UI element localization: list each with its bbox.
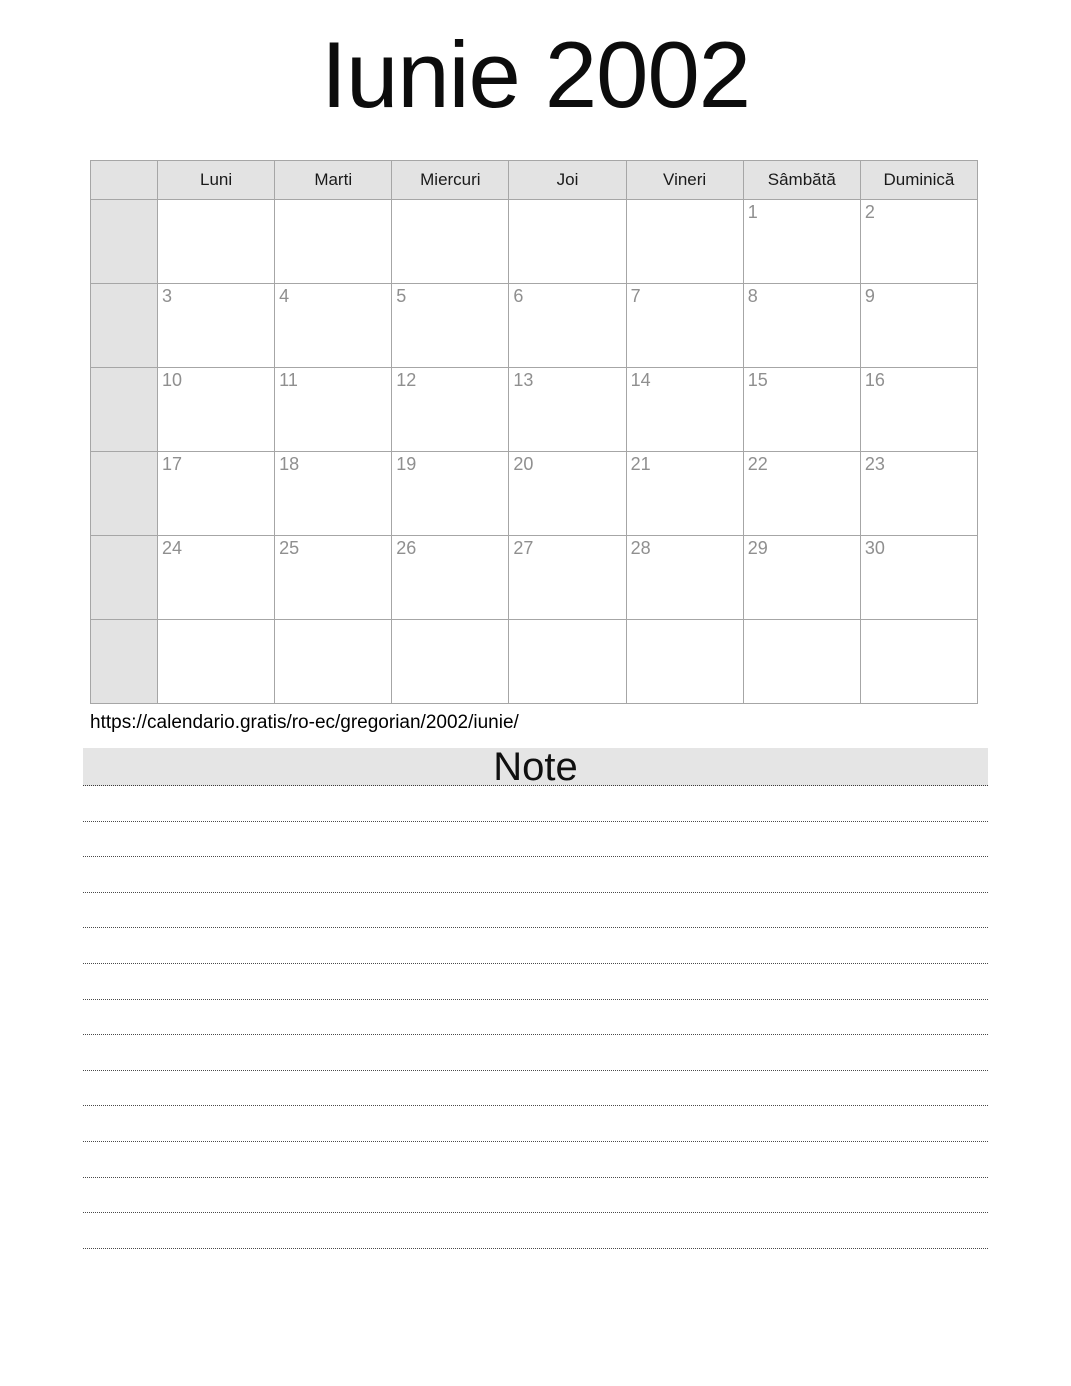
day-cell: 27 <box>509 536 626 620</box>
weekday-header-tuesday: Marti <box>275 161 392 200</box>
note-line <box>83 1142 988 1178</box>
weekday-header-wednesday: Miercuri <box>392 161 509 200</box>
day-cell: 19 <box>392 452 509 536</box>
note-line <box>83 928 988 964</box>
day-cell: 6 <box>509 284 626 368</box>
note-lines <box>83 786 988 1249</box>
note-line <box>83 822 988 858</box>
day-cell: 8 <box>743 284 860 368</box>
note-line <box>83 1106 988 1142</box>
day-cell: 21 <box>626 452 743 536</box>
day-cell: 29 <box>743 536 860 620</box>
week-number-cell <box>91 620 158 704</box>
week-number-cell <box>91 284 158 368</box>
day-cell: 10 <box>158 368 275 452</box>
calendar-week-row <box>91 200 978 284</box>
day-cell: 25 <box>275 536 392 620</box>
weekday-header-saturday: Sâmbătă <box>743 161 860 200</box>
day-cell <box>392 200 509 284</box>
calendar-week-row <box>91 536 978 620</box>
day-cell <box>509 200 626 284</box>
day-cell: 7 <box>626 284 743 368</box>
day-cell: 5 <box>392 284 509 368</box>
day-cell: 26 <box>392 536 509 620</box>
note-line <box>83 1071 988 1107</box>
week-number-cell <box>91 452 158 536</box>
page-title: Iunie 2002 <box>320 22 751 127</box>
day-cell: 11 <box>275 368 392 452</box>
note-section <box>83 745 988 1249</box>
note-line <box>83 964 988 1000</box>
day-cell <box>626 620 743 704</box>
note-line <box>83 1035 988 1071</box>
day-cell: 20 <box>509 452 626 536</box>
day-cell: 18 <box>275 452 392 536</box>
day-cell <box>392 620 509 704</box>
note-line <box>83 1000 988 1036</box>
day-cell: 15 <box>743 368 860 452</box>
day-cell: 24 <box>158 536 275 620</box>
day-cell <box>158 200 275 284</box>
day-cell: 2 <box>860 200 977 284</box>
weekday-header-friday: Vineri <box>626 161 743 200</box>
day-cell: 9 <box>860 284 977 368</box>
week-number-column-header <box>91 161 158 200</box>
week-number-cell <box>91 536 158 620</box>
day-cell <box>860 620 977 704</box>
note-line <box>83 893 988 929</box>
note-line <box>83 1213 988 1249</box>
calendar-week-row <box>91 368 978 452</box>
week-number-cell <box>91 200 158 284</box>
day-cell: 1 <box>743 200 860 284</box>
day-cell <box>743 620 860 704</box>
day-cell: 16 <box>860 368 977 452</box>
calendar-week-row <box>91 452 978 536</box>
calendar-table <box>90 160 978 704</box>
day-cell: 12 <box>392 368 509 452</box>
day-cell: 4 <box>275 284 392 368</box>
calendar-week-row <box>91 284 978 368</box>
weekday-header-monday: Luni <box>158 161 275 200</box>
day-cell: 22 <box>743 452 860 536</box>
day-cell: 23 <box>860 452 977 536</box>
day-cell: 28 <box>626 536 743 620</box>
weekday-header-sunday: Duminică <box>860 161 977 200</box>
note-line <box>83 1178 988 1214</box>
day-cell <box>509 620 626 704</box>
day-cell: 14 <box>626 368 743 452</box>
day-cell <box>275 620 392 704</box>
note-line <box>83 786 988 822</box>
day-cell: 3 <box>158 284 275 368</box>
day-cell <box>626 200 743 284</box>
week-number-cell <box>91 368 158 452</box>
day-cell: 13 <box>509 368 626 452</box>
note-heading: Note <box>83 748 988 786</box>
calendar-week-row <box>91 620 978 704</box>
day-cell <box>275 200 392 284</box>
day-cell: 30 <box>860 536 977 620</box>
source-url: https://calendario.gratis/ro-ec/gregorian/2002/iunie/ <box>90 712 519 733</box>
day-cell <box>158 620 275 704</box>
note-line <box>83 857 988 893</box>
weekday-header-row <box>91 161 978 200</box>
day-cell: 17 <box>158 452 275 536</box>
weekday-header-thursday: Joi <box>509 161 626 200</box>
